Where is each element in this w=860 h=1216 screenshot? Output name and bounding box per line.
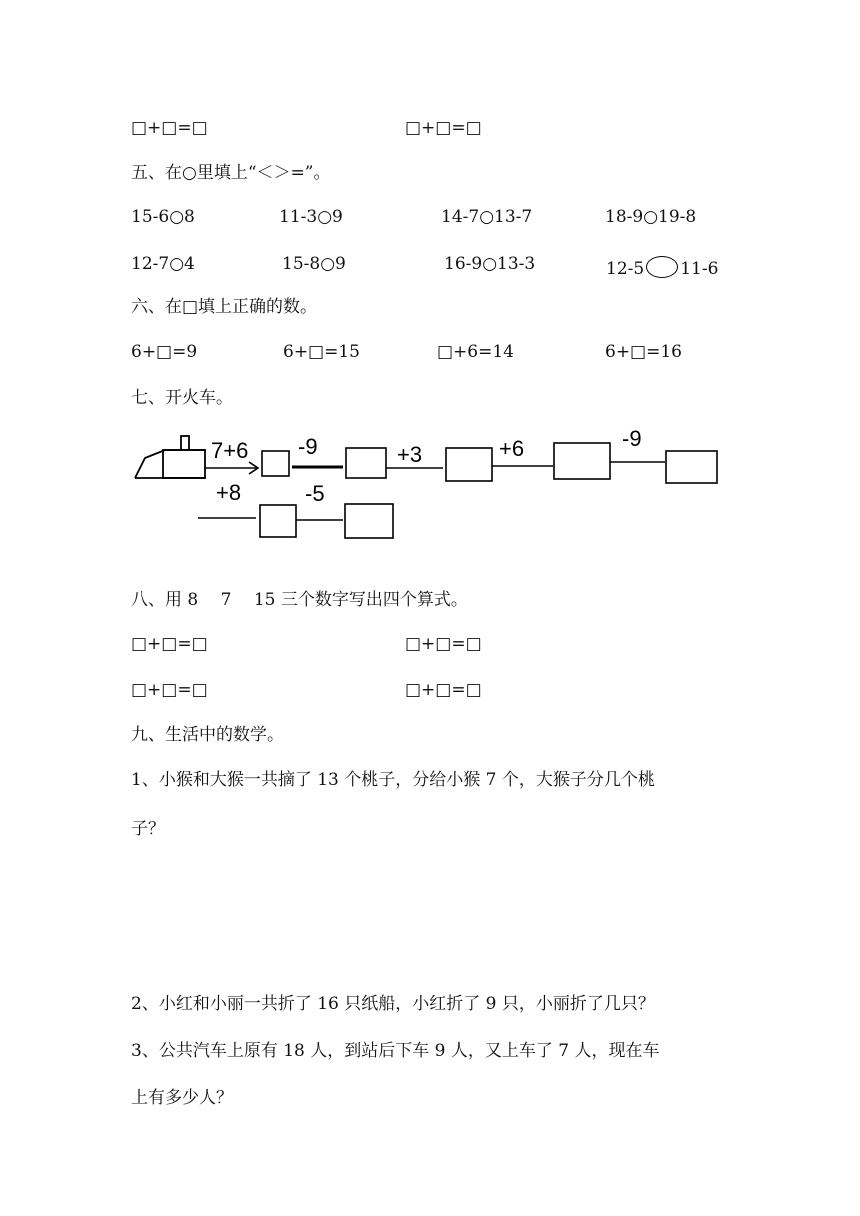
fill-item: 6+□=9 [131,342,198,362]
equation-blank: □+□=□ [405,634,482,654]
op-label: -9 [622,426,642,451]
arrow-icon [205,462,258,474]
fill-item: 6+□=15 [283,342,360,362]
op-label: 7+6 [211,438,249,463]
compare-item: 15-6○8 [131,207,195,227]
section-9-title: 九、生活中的数学。 [131,725,284,745]
compare-right-expression: 11-6 [680,259,719,279]
compare-left-expression: 12-5 [606,259,645,279]
answer-box[interactable] [554,443,610,479]
question-3: 3、公共汽车上原有 18 人，到站后下车 9 人，又上车了 7 人，现在车 [131,1041,660,1061]
answer-box[interactable] [345,504,393,538]
question-1-cont: 子？ [131,819,165,839]
answer-box[interactable] [346,448,386,478]
top-equation-left: □+□=□ [131,118,208,138]
compare-item: 18-9○19-8 [605,207,697,227]
big-circle-blank[interactable] [646,256,678,278]
top-equation-right: □+□=□ [405,118,482,138]
fill-item: 6+□=16 [605,342,682,362]
compare-item-last [606,256,718,278]
section-7-title: 七、开火车。 [131,388,233,408]
compare-item: 16-9○13-3 [444,254,536,274]
answer-box[interactable] [262,451,289,476]
question-1: 1、小猴和大猴一共摘了 13 个桃子，分给小猴 7 个，大猴子分几个桃 [131,770,655,790]
equation-blank: □+□=□ [131,680,208,700]
equation-blank: □+□=□ [131,634,208,654]
compare-item: 14-7○13-7 [441,207,533,227]
op-label: +8 [216,480,242,505]
op-label: -9 [298,434,318,459]
question-2: 2、小红和小丽一共折了 16 只纸船，小红折了 9 只，小丽折了几只？ [131,994,655,1014]
locomotive-icon [135,436,205,478]
compare-item: 12-7○4 [131,254,195,274]
compare-item: 11-3○9 [279,207,343,227]
op-label: -5 [305,481,325,506]
section-5-title: 五、在○里填上“＜＞=”。 [131,163,331,183]
compare-item: 15-8○9 [282,254,346,274]
question-3-cont: 上有多少人？ [131,1088,233,1108]
op-label: +3 [397,442,423,467]
equation-blank: □+□=□ [405,680,482,700]
section-8-title: 八、用 8 7 15 三个数字写出四个算式。 [131,590,468,610]
answer-box[interactable] [446,448,492,481]
fill-item: □+6=14 [437,342,514,362]
train-diagram [125,420,725,550]
answer-box[interactable] [260,505,296,537]
answer-box[interactable] [666,451,717,483]
op-label: +6 [499,436,525,461]
section-6-title: 六、在□填上正确的数。 [131,297,318,317]
